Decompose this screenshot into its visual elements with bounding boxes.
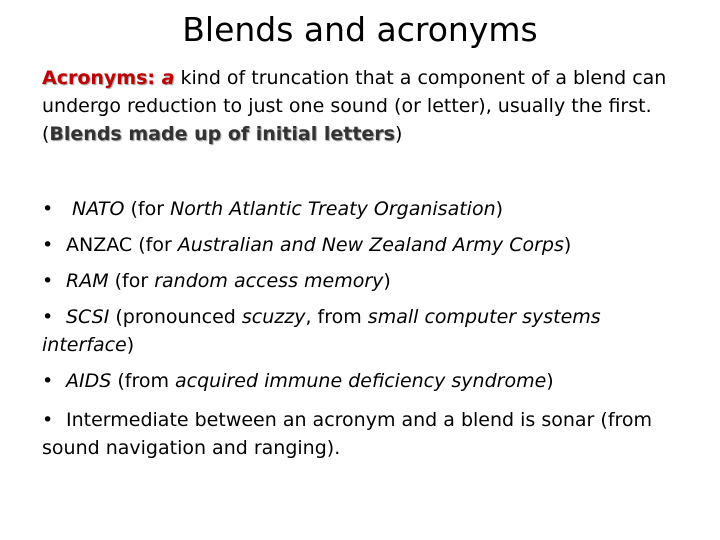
- item-text: , from: [305, 306, 368, 328]
- expansion: acquired immune deficiency syndrome: [175, 370, 547, 392]
- list-item: [42, 367, 682, 395]
- item-text: (pronounced: [109, 306, 242, 328]
- item-text: ): [563, 234, 572, 256]
- expansion: random access memory: [154, 270, 384, 292]
- item-text: ): [126, 334, 135, 356]
- intro-close: ): [394, 123, 403, 145]
- intro-text: kind of truncation that a component of a blend can undergo reduction to just one sound (or letter), usually the first. (: [42, 67, 667, 145]
- acronym: RAM: [66, 270, 109, 292]
- item-text: (from: [111, 370, 176, 392]
- bullet-icon: •: [42, 198, 54, 220]
- acronym: NATO: [66, 198, 125, 220]
- intro-paragraph: [42, 64, 682, 148]
- term-acronyms: Acronyms: [42, 67, 148, 89]
- list-item: [42, 303, 682, 359]
- expansion: small computer systems interface: [42, 306, 601, 356]
- list-item: [42, 267, 682, 295]
- bullet-list: [42, 195, 682, 470]
- list-item: [42, 195, 682, 223]
- expansion: North Atlantic Treaty Organisation: [170, 198, 496, 220]
- bullet-icon: •: [42, 270, 54, 292]
- item-text: ): [546, 370, 554, 392]
- item-text: (for: [132, 234, 178, 256]
- item-text: ): [383, 270, 391, 292]
- bullet-icon: •: [42, 234, 54, 256]
- list-item: [42, 231, 682, 259]
- slide-title: Blends and acronyms: [182, 10, 538, 49]
- expansion: Australian and New Zealand Army Corps: [177, 234, 564, 256]
- acronym: ANZAC: [66, 234, 133, 256]
- intro-emphasis: Blends made up of initial letters: [49, 123, 395, 145]
- bullet-icon: •: [42, 306, 54, 328]
- bullet-icon: •: [42, 370, 54, 392]
- acronym: AIDS: [66, 370, 112, 392]
- item-text: (for: [124, 198, 171, 220]
- list-item: [42, 406, 682, 462]
- article-a: a: [155, 67, 175, 89]
- pronunciation: scuzzy: [241, 306, 306, 328]
- acronym: SCSI: [66, 306, 110, 328]
- term-colon: :: [147, 67, 156, 89]
- item-text: ): [495, 198, 504, 220]
- item-text: (for: [108, 270, 155, 292]
- item-text: Intermediate between an acronym and a blend is sonar (from sound navigation and ranging).: [42, 409, 653, 459]
- bullet-icon: •: [42, 409, 54, 431]
